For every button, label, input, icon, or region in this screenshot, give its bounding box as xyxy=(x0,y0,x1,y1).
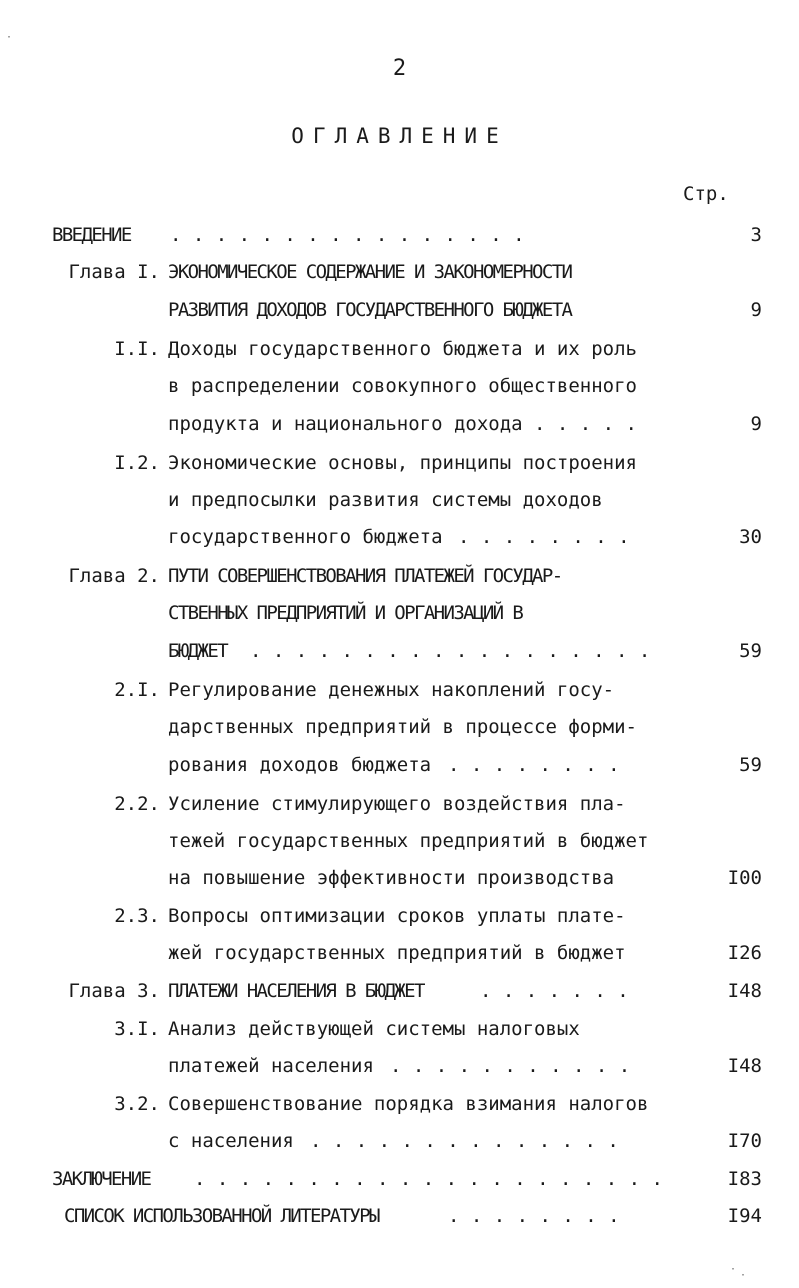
toc-entry-3-1[interactable] xyxy=(114,1014,580,1044)
toc-page-number: 59 xyxy=(739,640,762,662)
toc-entry-title: ЗАКЛЮЧЕНИЕ xyxy=(52,1168,151,1190)
toc-page-number: I48 xyxy=(727,1055,762,1077)
toc-entry-1-2[interactable] xyxy=(114,448,637,478)
scan-speck: · xyxy=(6,32,13,43)
toc-page-number: 59 xyxy=(739,754,762,776)
toc-entry-2-1[interactable] xyxy=(114,675,615,705)
toc-entry-title: в распределении совокупного общественного xyxy=(168,375,637,397)
toc-entry-2-1-line-3 xyxy=(168,750,762,780)
toc-entry-label: I.I. xyxy=(114,338,160,360)
toc-entry-title: Доходы государственного бюджета и их роль xyxy=(168,338,637,360)
toc-page-number: I26 xyxy=(727,942,762,964)
toc-entry-chapter-3[interactable] xyxy=(68,976,762,1006)
toc-entry-label: 3.I. xyxy=(114,1018,160,1040)
toc-entry-1-1[interactable] xyxy=(114,334,637,364)
toc-page-number: I48 xyxy=(727,980,762,1002)
toc-entry-1-1-line-3 xyxy=(168,409,762,439)
toc-entry-title: ПУТИ СОВЕРШЕНСТВОВАНИЯ ПЛАТЕЖЕЙ ГОСУДАР- xyxy=(168,565,562,587)
toc-entry-title: и предпосылки развития системы доходов xyxy=(168,489,603,511)
toc-entry-2-2[interactable] xyxy=(114,789,626,819)
toc-entry-title: Совершенствование порядка взимания налогов xyxy=(168,1093,649,1115)
toc-leader-dots: . . . . . . . . . . . . . . . . xyxy=(170,224,525,246)
toc-entry-3-2[interactable] xyxy=(114,1089,649,1119)
page-column-label: Стр. xyxy=(683,183,729,205)
toc-entry-label: 3.2. xyxy=(114,1093,160,1115)
toc-entry-3-1-line-2 xyxy=(168,1051,762,1081)
toc-entry-title: ПЛАТЕЖИ НАСЕЛЕНИЯ В БЮДЖЕТ xyxy=(168,980,424,1002)
toc-entry-title: Регулирование денежных накоплений госу- xyxy=(168,679,615,701)
toc-entry-label: 2.I. xyxy=(114,679,160,701)
toc-entry-2-2-line-3 xyxy=(168,863,762,893)
toc-entry-bibliography[interactable] xyxy=(64,1201,762,1231)
toc-entry-title: ВВЕДЕНИЕ xyxy=(52,224,131,246)
toc-leader-dots: . . . . . . . xyxy=(480,980,629,1002)
toc-entry-title: с населения xyxy=(168,1130,294,1152)
toc-entry-1-2-line-2 xyxy=(168,485,603,515)
toc-leader-dots: . . . . . . . . xyxy=(448,754,620,776)
toc-page-number: I94 xyxy=(727,1205,762,1227)
toc-page-number: 3 xyxy=(750,224,762,246)
toc-entry-title: дарственных предприятий в процессе форми- xyxy=(168,716,637,738)
toc-entry-title: на повышение эффективности производства xyxy=(168,867,615,889)
toc-entry-title: СПИСОК ИСПОЛЬЗОВАННОЙ ЛИТЕРАТУРЫ xyxy=(64,1205,379,1227)
toc-page-number: 30 xyxy=(739,526,762,548)
page-title: ОГЛАВЛЕНИЕ xyxy=(291,124,508,148)
toc-entry-title: тежей государственных предприятий в бюджет xyxy=(168,830,649,852)
toc-page-number: 9 xyxy=(750,413,762,435)
toc-entry-2-2-line-2 xyxy=(168,826,648,856)
toc-entry-label: Глава 2. xyxy=(68,565,160,587)
toc-leader-dots: . . . . . . . . . . . . . . . . . . xyxy=(250,640,651,662)
toc-entry-title: жей государственных предприятий в бюджет xyxy=(168,942,626,964)
toc-entry-2-3[interactable] xyxy=(114,901,626,931)
toc-entry-3-2-line-2 xyxy=(168,1126,762,1156)
toc-leader-dots: . . . . . . . . . . . xyxy=(390,1055,631,1077)
toc-entry-label: I.2. xyxy=(114,452,160,474)
toc-entry-label: 2.3. xyxy=(114,905,160,927)
toc-entry-title: государственного бюджета xyxy=(168,526,443,548)
toc-entry-chapter-2-line-3 xyxy=(168,636,762,666)
toc-entry-title: Вопросы оптимизации сроков уплаты плате- xyxy=(168,905,626,927)
toc-page-number: 9 xyxy=(750,299,762,321)
toc-leader-dots: . . . . . xyxy=(534,413,637,435)
toc-entry-title: рования доходов бюджета xyxy=(168,754,432,776)
toc-entry-label: Глава 3. xyxy=(68,980,160,1002)
toc-entry-introduction[interactable] xyxy=(52,220,762,250)
toc-page-number: I70 xyxy=(727,1130,762,1152)
toc-leader-dots: . . . . . . . . xyxy=(458,526,630,548)
toc-entry-chapter-1[interactable] xyxy=(68,257,572,287)
toc-entry-title: Усиление стимулирующего воздействия пла- xyxy=(168,793,626,815)
toc-entry-title: ЭКОНОМИЧЕСКОЕ СОДЕРЖАНИЕ И ЗАКОНОМЕРНОСТИ xyxy=(168,261,572,283)
toc-leader-dots: . . . . . . . . . . . . . . . . . . . . . xyxy=(194,1168,663,1190)
toc-entry-title: БЮДЖЕТ xyxy=(168,640,228,662)
toc-entry-title: Экономические основы, принципы построения xyxy=(168,452,637,474)
toc-page-number: I00 xyxy=(727,867,762,889)
toc-leader-dots: . . . . . . . . xyxy=(448,1205,620,1227)
toc-entry-title: Анализ действующей системы налоговых xyxy=(168,1018,580,1040)
toc-entry-title: СТВЕННЫХ ПРЕДПРИЯТИЙ И ОРГАНИЗАЦИЙ В xyxy=(168,602,523,624)
toc-entry-2-3-line-2 xyxy=(168,938,762,968)
scan-speck: · xyxy=(730,1264,737,1275)
toc-page-number: I83 xyxy=(727,1168,762,1190)
toc-leader-dots: . . . . . . . . . . . . . . xyxy=(310,1130,619,1152)
toc-entry-chapter-2[interactable] xyxy=(68,561,562,591)
toc-entry-title: РАЗВИТИЯ ДОХОДОВ ГОСУДАРСТВЕННОГО БЮДЖЕТА xyxy=(168,299,572,321)
page-number: 2 xyxy=(392,56,407,81)
toc-entry-2-1-line-2 xyxy=(168,712,637,742)
toc-entry-chapter-2-line-2 xyxy=(168,598,522,628)
scan-speck: · xyxy=(740,1270,747,1281)
toc-entry-label: Глава I. xyxy=(68,261,160,283)
toc-entry-chapter-1-line-2 xyxy=(168,295,762,325)
toc-entry-1-1-line-2 xyxy=(168,371,637,401)
toc-entry-1-2-line-3 xyxy=(168,522,762,552)
toc-entry-label: 2.2. xyxy=(114,793,160,815)
toc-entry-title: платежей населения xyxy=(168,1055,374,1077)
toc-entry-conclusion[interactable] xyxy=(52,1164,762,1194)
toc-entry-title: продукта и национального дохода xyxy=(168,413,523,435)
